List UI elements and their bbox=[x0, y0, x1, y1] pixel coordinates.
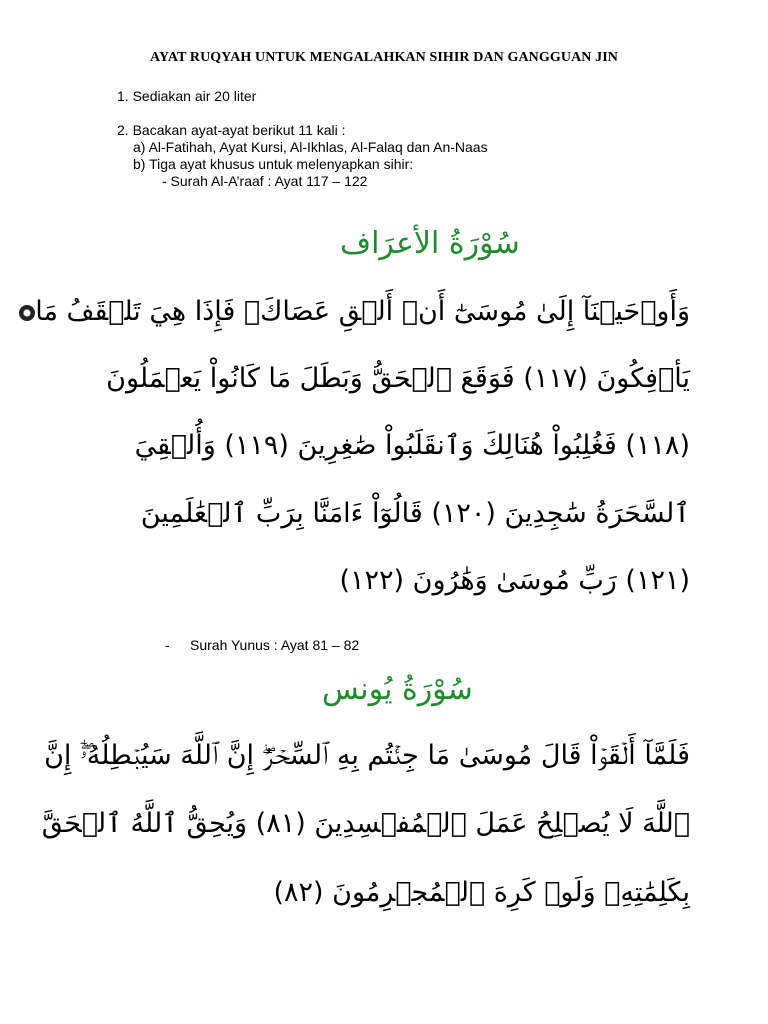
verse-start-ornament-icon bbox=[19, 305, 35, 321]
al-araf-verse-line-3: (١١٨) فَغُلِبُواْ هُنَالِكَ وَٱنقَلَبُواْ صَٰغِرِينَ (١١٩) وَأُلۡقِيَ bbox=[134, 430, 690, 461]
yunus-verse-line-1: فَلَمَّآ أَلۡقَوۡاْ قَالَ مُوسَىٰ مَا جِئۡتُم بِهِ ٱلسِّحۡرُۖ إِنَّ ٱللَّهَ سَيُبۡطِلُهُۥٓۖ إِنَّ bbox=[44, 740, 690, 771]
step-2a: a) Al-Fatihah, Ayat Kursi, Al-Ikhlas, Al-Falaq dan An-Naas bbox=[133, 139, 488, 155]
surah-yunus-reference: Surah Yunus : Ayat 81 – 82 bbox=[190, 637, 360, 653]
al-araf-verse-line-1: وَأَوۡحَيۡنَآ إِلَىٰ مُوسَىٰٓ أَنۡ أَلۡقِ عَصَاكَۖ فَإِذَا هِيَ تَلۡقَفُ مَا bbox=[13, 296, 690, 327]
document-title: AYAT RUQYAH UNTUK MENGALAHKAN SIHIR DAN GANGGUAN JIN bbox=[150, 50, 618, 65]
al-araf-verse-line-5: (١٢١) رَبِّ مُوسَىٰ وَهَٰرُونَ (١٢٢) bbox=[339, 565, 690, 596]
step-1: 1. Sediakan air 20 liter bbox=[117, 88, 257, 104]
surah-al-araf-heading: سُوْرَةُ الأعرَاف bbox=[340, 226, 520, 261]
surah-al-araf-reference: - Surah Al-A’raaf : Ayat 117 – 122 bbox=[162, 173, 368, 189]
yunus-verse-line-3: بِكَلِمَٰتِهِۦ وَلَوۡ كَرِهَ ٱلۡمُجۡرِمُونَ (٨٢) bbox=[273, 877, 690, 908]
step-2b: b) Tiga ayat khusus untuk melenyapkan sihir: bbox=[133, 156, 414, 172]
al-araf-verse-line-4: ٱلسَّحَرَةُ سَٰجِدِينَ (١٢٠) قَالُوٓاْ ءَامَنَّا بِرَبِّ ٱلۡعَٰلَمِينَ bbox=[140, 498, 690, 529]
surah-yunus-reference-dash: - bbox=[165, 637, 170, 653]
al-araf-verse-line-2: يَأۡفِكُونَ (١١٧) فَوَقَعَ ٱلۡحَقُّ وَبَطَلَ مَا كَانُواْ يَعۡمَلُونَ bbox=[106, 363, 690, 394]
step-2: 2. Bacakan ayat-ayat berikut 11 kali : bbox=[117, 122, 346, 138]
yunus-verse-line-2: ٱللَّهَ لَا يُصۡلِحُ عَمَلَ ٱلۡمُفۡسِدِينَ (٨١) وَيُحِقُّ ٱللَّهُ ٱلۡحَقَّ bbox=[41, 808, 690, 839]
surah-yunus-heading: سُوْرَةُ يُونس bbox=[322, 672, 473, 707]
